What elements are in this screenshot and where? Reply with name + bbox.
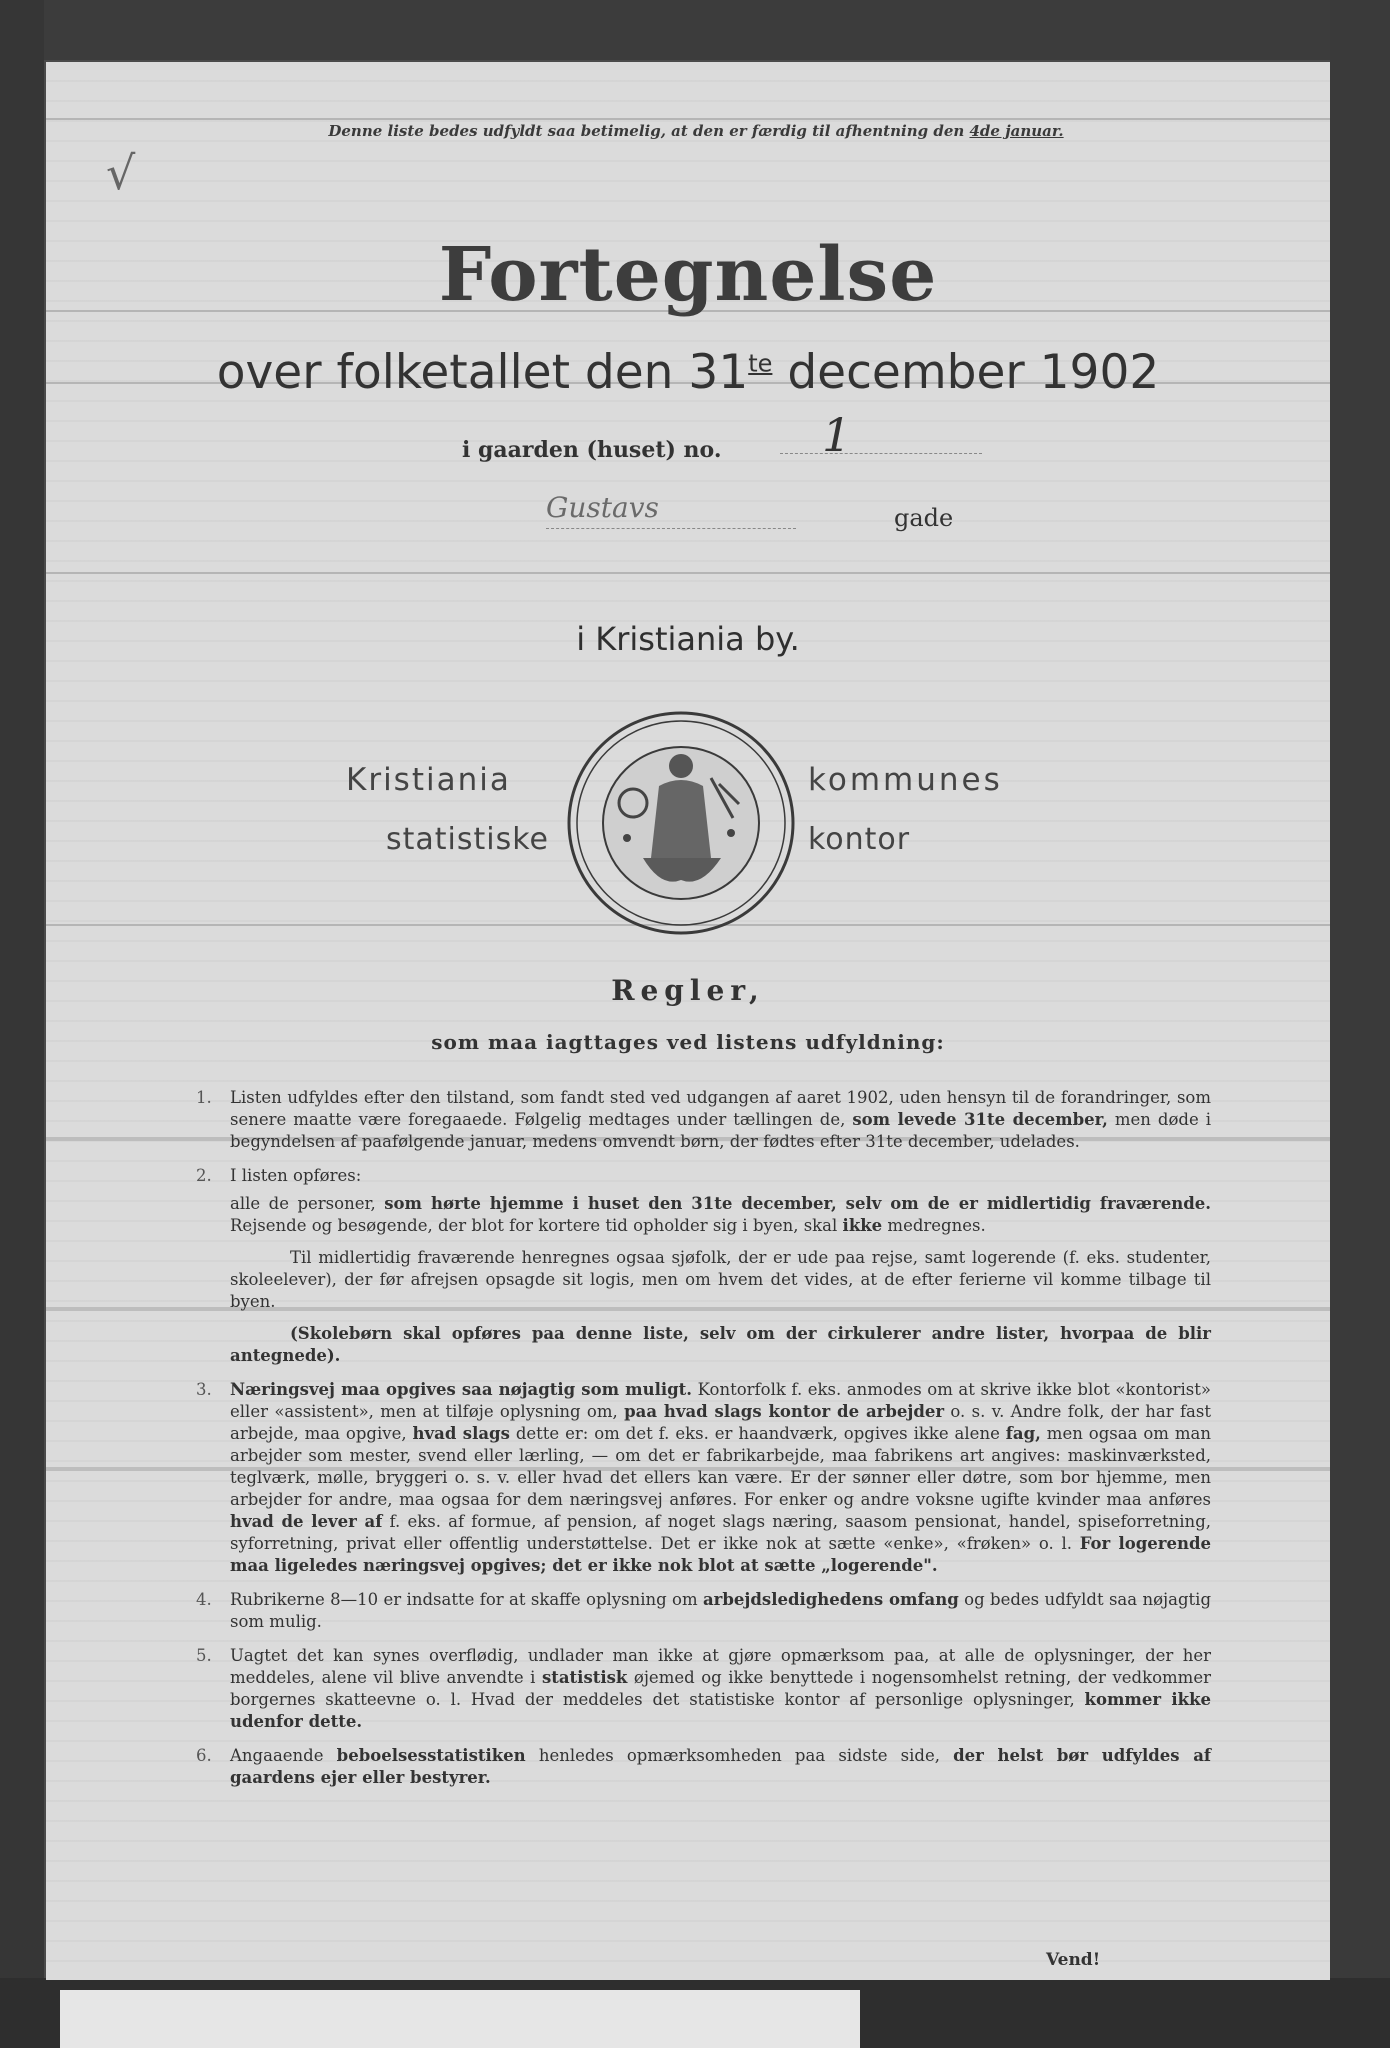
rules-heading: Regler,: [611, 974, 765, 1007]
rule-text-bold: fag,: [1005, 1424, 1041, 1443]
ruled-line: [46, 572, 1330, 574]
scan-border-top: [0, 0, 1390, 60]
document-subtitle: [46, 345, 1330, 400]
gade-label: gade: [894, 504, 954, 532]
rule-text-bold: Næringsvej maa opgives saa nøjagtig som muligt.: [230, 1380, 693, 1399]
rule-text-bold: der helst bør udfyldes af gaardens ejer eller bestyrer.: [230, 1746, 1211, 1787]
rule-text: medregnes.: [882, 1216, 986, 1235]
rule-text: Til midlertidig fraværende henregnes ogsaa sjøfolk, der er ude paa rejse, samt logerende (f. eks. studenter, skoleelever), der før afrejsen opsagde sit logis, men om hvem det vides, at de efter ferierne vil komme tilbage til byen.: [230, 1248, 1211, 1311]
gaarden-label: i gaarden (huset) no.: [462, 437, 722, 463]
street-name-field: Gustavs: [546, 488, 796, 529]
subtitle-sup: te: [748, 349, 773, 378]
header-note-date: 4de januar.: [969, 122, 1064, 140]
rule-text-bold: hvad slags: [412, 1424, 510, 1443]
document-page: [46, 62, 1330, 1980]
rule-number: 6.: [196, 1746, 212, 1765]
rule-text-bold: kommer ikke udenfor dette.: [230, 1690, 1211, 1731]
document-title: Fortegnelse: [438, 232, 938, 318]
rule-number: 2.: [196, 1166, 212, 1185]
rule-text-bold: For logerende maa ligeledes næringsvej opgives; det er ikke nok blot at sætte „logerende".: [230, 1534, 1211, 1575]
rule-text: Rubrikerne 8—10 er indsatte for at skaffe oplysning om: [230, 1590, 703, 1609]
rule-text-bold: hvad de lever af: [230, 1512, 383, 1531]
rule-text-bold: som levede 31te december,: [852, 1110, 1108, 1129]
turn-page-note: Vend!: [1046, 1950, 1101, 1970]
header-note-text: Denne liste bedes udfyldt saa betimelig, at den er færdig til afhentning den: [328, 122, 965, 140]
rule-text-bold: som hørte hjemme i huset den 31te december, selv om de er midlertidig fraværende.: [384, 1194, 1211, 1213]
rule-2: [196, 1165, 1211, 1367]
rule-text: men ogsaa om man arbejder som mester, svend eller lærling, — om det er fabrikarbejde, maa fabrikens art angives: maskinværksted, teglværk, mølle, bryggeri o. s. v. eller hvad det ellers kan være. Er der sønner eller døtre, som bor hjemme, men arbejder for andre, maa ogsaa for dem næringsvej anføres. For enker og andre voksne ugifte kvinder maa anføres: [230, 1424, 1211, 1509]
rule-text: henledes opmærksomheden paa sidste side,: [525, 1746, 954, 1765]
scan-border-right: [1330, 0, 1390, 2048]
rule-text: men døde i begyndelsen af paafølgende januar, medens omvendt børn, der fødtes efter 31te december, udelades.: [230, 1110, 1211, 1151]
rule-text-bold: arbejdsledighedens omfang: [702, 1590, 959, 1609]
rule-1: [196, 1087, 1211, 1153]
rule-text-bold: statistisk: [541, 1668, 628, 1687]
rule-number: 3.: [196, 1380, 212, 1399]
rule-text: Kontorfolk f. eks. anmodes om at skrive ikke blot «kontorist» eller «assistent», men at tilføje oplysning om,: [230, 1380, 1211, 1421]
ruled-line: [46, 118, 1330, 120]
city-line: i Kristiania by.: [576, 620, 800, 658]
subtitle-pre: over folketallet den 31: [216, 345, 749, 400]
office-left-line1: Kristiania: [346, 762, 511, 798]
rule-text: Uagtet det kan synes overflødig, undlader man ikke at gjøre opmærksom paa, at alle de oplysninger, der her meddeles, alene vil blive anvendte i: [230, 1646, 1211, 1687]
rule-text: I listen opføres:: [230, 1166, 362, 1185]
rules-subheading: som maa iagttages ved listens udfyldning:: [431, 1030, 945, 1054]
header-note: [196, 122, 1196, 140]
rule-number: 1.: [196, 1088, 212, 1107]
rule-text-bold: beboelsesstatistiken: [336, 1746, 526, 1765]
rule-text: øjemed og ikke benyttede i nogensomhelst retning, der vedkommer borgernes skatteevne o. l. Hvad der meddeles det statistiske kontor af personlige oplysninger,: [230, 1668, 1211, 1709]
rule-text: Angaaende: [230, 1746, 337, 1765]
rule-text: og bedes udfyldt saa nøjagtig som mulig.: [230, 1590, 1212, 1631]
rule-text: Listen udfyldes efter den tilstand, som fandt sted ved udgangen af aaret 1902, uden hensyn til de forandringer, som senere maatte være foregaaede. Følgelig medtages under tællingen de,: [230, 1088, 1211, 1129]
rule-text-bold: paa hvad slags kontor de arbejder: [624, 1402, 945, 1421]
office-right-line1: kommunes: [808, 762, 1003, 798]
rule-text: o. s. v. Andre folk, der har fast arbejde, maa opgive,: [230, 1402, 1211, 1443]
scan-border-left: [0, 0, 44, 2048]
rules-list: [196, 1087, 1211, 1801]
rule-6: [196, 1745, 1211, 1789]
office-right-line2: kontor: [808, 822, 911, 857]
city-seal-icon: [561, 708, 801, 938]
rule-4: [196, 1589, 1211, 1633]
house-number-field: 1: [780, 417, 982, 454]
rule-text: Rejsende og besøgende, der blot for kortere tid opholder sig i byen, skal: [230, 1216, 843, 1235]
rule-text: alle de personer,: [230, 1194, 385, 1213]
rule-3: [196, 1379, 1211, 1577]
rule-text-bold: (Skolebørn skal opføres paa denne liste, selv om der cirkulerer andre lister, hvorpaa de blir antegnede).: [230, 1324, 1211, 1365]
rule-text-bold: ikke: [842, 1216, 883, 1235]
rule-text: f. eks. af formue, af pension, af noget slags næring, saasom pensionat, handel, spiseforretning, syforretning, privat eller offentlig understøttelse. Det er ikke nok at sætte «enke», «frøken» o. l.: [230, 1512, 1211, 1553]
subtitle-post: december 1902: [772, 345, 1160, 400]
handwritten-check-mark: √: [106, 146, 136, 200]
rule-text: dette er: om det f. eks. er haandværk, opgives ikke alene: [509, 1424, 1006, 1443]
scan-light-strip: [60, 1990, 860, 2048]
rule-5: [196, 1645, 1211, 1733]
rule-number: 4.: [196, 1590, 212, 1609]
rule-number: 5.: [196, 1646, 212, 1665]
office-left-line2: statistiske: [386, 822, 549, 857]
